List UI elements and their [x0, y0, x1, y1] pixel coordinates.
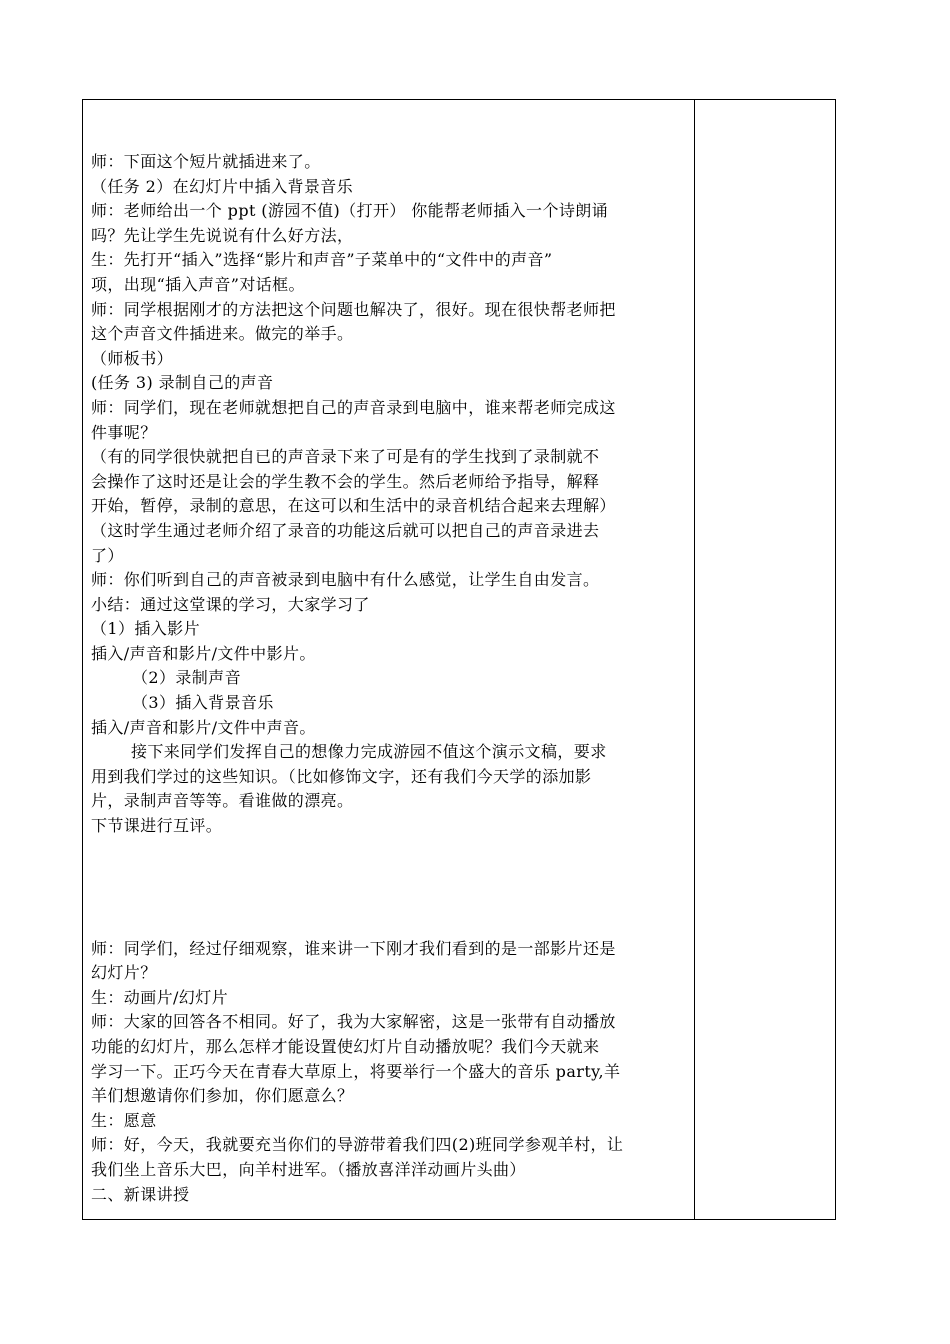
text-line: 吗？先让学生先说说有什么好方法， — [91, 225, 354, 245]
text-line: （有的同学很快就把自已的声音录下来了可是有的学生找到了录制就不 — [91, 447, 600, 467]
lesson-section-tasks — [91, 150, 691, 839]
text-line: 师：下面这个短片就插进来了。 — [91, 152, 321, 171]
text-line: 师：同学根据刚才的方法把这个问题也解决了，很好。现在很快帮老师把 — [91, 299, 616, 319]
lesson-table — [82, 99, 836, 1220]
text-line: 生：先打开“插入”选择“影片和声音”子菜单中的“文件中的声音” — [91, 250, 553, 270]
text-line: 生：愿意 — [91, 1110, 157, 1130]
text-line: （3）插入背景音乐 — [132, 693, 274, 713]
text-line: 师：好，今天，我就要充当你们的导游带着我们四(2)班同学参观羊村，让 — [91, 1135, 624, 1155]
text-line: （这时学生通过老师介绍了录音的功能这后就可以把自己的声音录进去 — [91, 520, 600, 540]
notes-column-cell — [695, 100, 835, 1219]
text-line: 下节课进行互评。 — [91, 816, 223, 836]
text-line: 会操作了这时还是让会的学生教不会的学生。然后老师给予指导，解释 — [91, 471, 600, 491]
text-line: 开始，暂停，录制的意思，在这可以和生活中的录音机结合起来去理解） — [91, 496, 616, 516]
text-line: 插入/声音和影片/文件中影片。 — [91, 643, 316, 663]
text-line: 羊们想邀请你们参加，你们愿意么？ — [91, 1086, 354, 1106]
lesson-text — [91, 150, 691, 1207]
text-line: 用到我们学过的这些知识。（比如修饰文字，还有我们今天学的添加影 — [91, 766, 592, 786]
lesson-content-cell — [83, 100, 694, 1219]
text-line: 小结：通过这堂课的学习，大家学习了 — [91, 594, 370, 614]
text-line: 了） — [91, 545, 124, 565]
text-line: （1）插入影片 — [91, 619, 200, 639]
text-line: （师板书） — [91, 348, 174, 368]
text-line: 师：同学们，现在老师就想把自己的声音录到电脑中，谁来帮老师完成这 — [91, 397, 616, 417]
text-line: 这个声音文件插进来。做完的举手。 — [91, 324, 354, 344]
text-line: 学习一下。正巧今天在青春大草原上，将要举行一个盛大的音乐 party,羊 — [91, 1061, 621, 1081]
text-line: 生：动画片/幻灯片 — [91, 987, 228, 1007]
text-line: 片，录制声音等等。看谁做的漂亮。 — [91, 791, 354, 811]
text-line: 功能的幻灯片，那么怎样才能设置使幻灯片自动播放呢？我们今天就来 — [91, 1037, 600, 1056]
text-line: (任务 3) 录制自己的声音 — [91, 373, 274, 393]
text-line: 项，出现“插入声音”对话框。 — [91, 274, 305, 294]
text-line: 我们坐上音乐大巴，向羊村进军。（播放喜洋洋动画片头曲） — [91, 1159, 526, 1179]
text-line: 接下来同学们发挥自己的想像力完成游园不值这个演示文稿，要求 — [131, 742, 607, 762]
text-line: 师：你们听到自己的声音被录到电脑中有什么感觉，让学生自由发言。 — [91, 570, 600, 590]
lesson-section-intro — [91, 937, 691, 1208]
text-line: 件事呢？ — [91, 422, 157, 442]
text-line: 二、新课讲授 — [91, 1184, 190, 1204]
text-line: 师：大家的回答各不相同。好了，我为大家解密，这是一张带有自动播放 — [91, 1012, 616, 1032]
blank-spacing — [91, 839, 691, 937]
text-line: 师：老师给出一个 ppt (游园不值)（打开） 你能帮老师插入一个诗朗诵 — [91, 201, 609, 221]
text-line: 插入/声音和影片/文件中声音。 — [91, 717, 316, 737]
text-line: 师：同学们，经过仔细观察，谁来讲一下刚才我们看到的是一部影片还是 — [91, 938, 616, 958]
text-line: （2）录制声音 — [132, 668, 241, 688]
text-line: （任务 2）在幻灯片中插入背景音乐 — [91, 176, 354, 196]
text-line: 幻灯片？ — [91, 963, 157, 983]
